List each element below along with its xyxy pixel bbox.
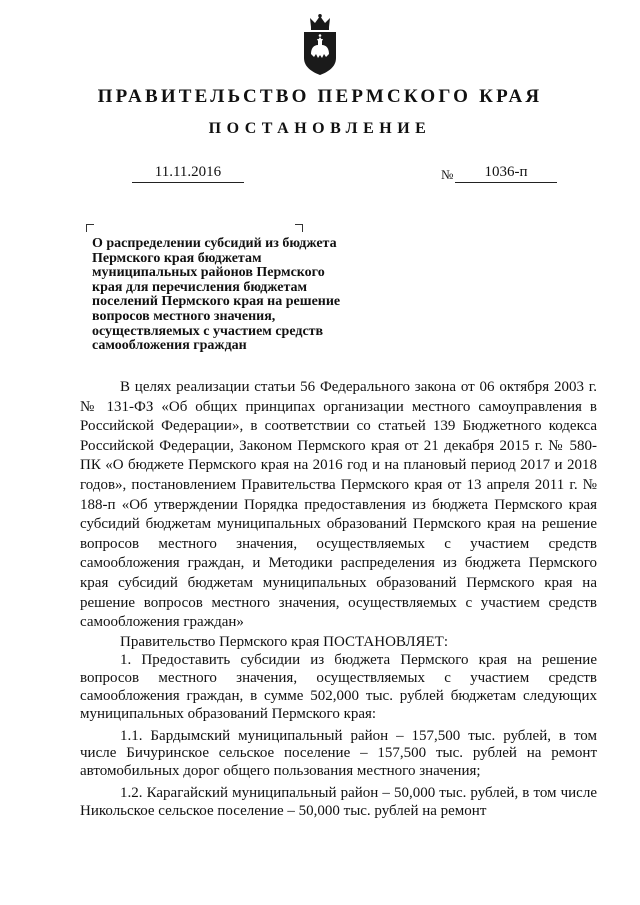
government-title: ПРАВИТЕЛЬСТВО ПЕРМСКОГО КРАЯ — [97, 86, 543, 107]
decree-paragraph: Правительство Пермского края ПОСТАНОВЛЯЕТ: — [120, 633, 449, 650]
subject-corner-right — [295, 224, 303, 232]
subject-line: поселений Пермского края на решение — [92, 294, 341, 310]
coat-of-arms-icon — [301, 14, 339, 76]
preamble-paragraph: В целях реализации статьи 56 Федерального закона от 06 октября 2003 г. № 131-ФЗ «Об общих принципах организации местного самоуправления в Российской Федерации», в соответствии со статьей 139 Бюджетного кодекса Российской Федерации, Законом Пермского края от 21 декабря 2015 г. № 580-ПК «О бюджете Пермского края на 2016 год и на плановый период 2017 и 2018 годов», постановлением Правительства Пермского края от 13 апреля 2011 г. № 188-п «Об утверждении Порядка предоставления из бюджета Пермского края субсидий бюджетам муниципальных образований Пермского края на решение вопросов местного значения, осуществляемых с участием средств самообложения граждан, и Методики распределения из бюджета Пермского края субсидий бюджетам муниципальных образований Пермского края на решение вопросов местного значения, осуществляемых с участием средств самообложения граждан» — [80, 379, 597, 631]
subject-line: края для перечисления бюджетам — [92, 279, 308, 295]
document-number: 1036-п — [455, 162, 557, 183]
subject-line: вопросов местного значения, — [92, 308, 276, 324]
item-1-1-paragraph: 1.1. Бардымский муниципальный район – 157,500 тыс. рублей, в том числе Бичуринское сельское поселение – 157,500 тыс. рублей на ремонт автомобильных дорог общего пользования местного значения; — [80, 727, 597, 780]
subject-line: муниципальных районов Пермского — [92, 265, 325, 281]
subject-line: Пермского края бюджетам — [92, 250, 262, 266]
document-body — [80, 378, 597, 820]
document-date: 11.11.2016 — [132, 162, 244, 183]
document-subject — [92, 237, 362, 354]
subject-line: О распределении субсидий из бюджета — [92, 236, 337, 251]
subject-line: самообложения граждан — [92, 338, 247, 354]
document-type: ПОСТАНОВЛЕНИЕ — [208, 120, 432, 137]
subject-line: осуществляемых с участием средств — [92, 323, 324, 339]
item-1-paragraph: 1. Предоставить субсидии из бюджета Пермского края на решение вопросов местного значения, осуществляемых с участием средств самообложения граждан, в сумме 502,000 тыс. рублей бюджетам следующих муниципальных образований Пермского края: — [80, 652, 597, 722]
item-1-2-paragraph: 1.2. Карагайский муниципальный район – 50,000 тыс. рублей, в том числе Никольское сельское поселение – 50,000 тыс. рублей на ремонт — [80, 784, 597, 819]
number-sign: № — [441, 167, 454, 182]
subject-corner-left — [86, 224, 94, 232]
